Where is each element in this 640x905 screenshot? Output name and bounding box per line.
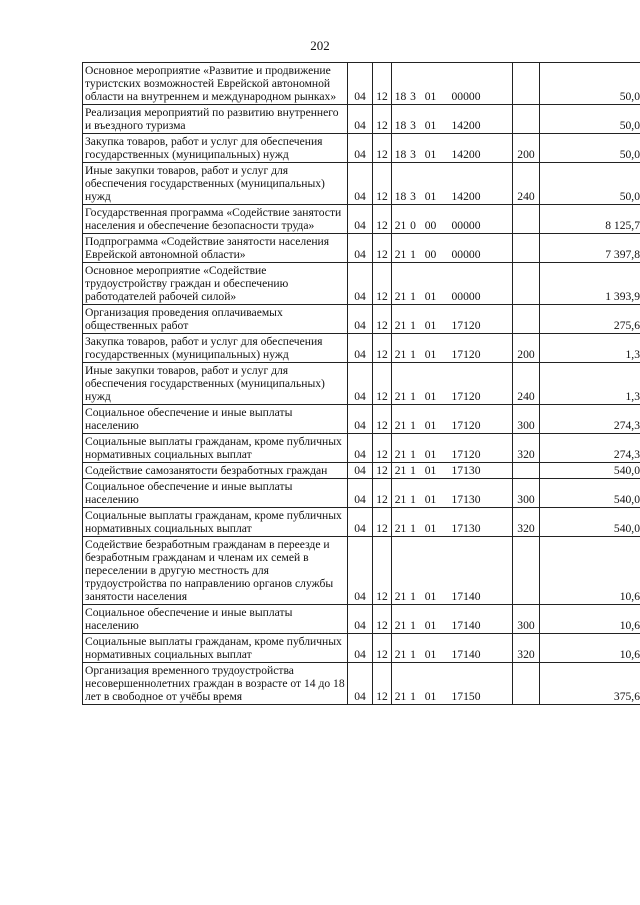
expense-type-code: 320: [513, 508, 540, 537]
section-code: 04: [348, 434, 373, 463]
table-row: [83, 434, 640, 463]
direction-code: 17120: [451, 419, 481, 432]
program-code: 18: [394, 119, 407, 132]
expense-type-code: [513, 105, 540, 134]
target-article-code: [392, 334, 513, 363]
subprogram-code: 1: [410, 619, 416, 632]
subsection-code: 12: [373, 537, 392, 605]
amount: 50,0: [540, 163, 640, 205]
section-code: 04: [348, 234, 373, 263]
subprogram-code: 1: [410, 319, 416, 332]
subsection-code: 12: [373, 305, 392, 334]
table-row: [83, 105, 640, 134]
amount: 375,6: [540, 663, 640, 705]
event-code: 01: [424, 493, 437, 506]
subsection-code: 12: [373, 463, 392, 479]
direction-code: 17120: [451, 448, 481, 461]
subsection-code: 12: [373, 605, 392, 634]
section-code: 04: [348, 405, 373, 434]
event-code: 01: [424, 464, 437, 477]
row-description: Закупка товаров, работ и услуг для обеспечения государственных (муниципальных) нужд: [83, 334, 348, 363]
page-number: 202: [310, 38, 330, 53]
subsection-code: 12: [373, 134, 392, 163]
event-code: 01: [424, 348, 437, 361]
section-code: 04: [348, 508, 373, 537]
subprogram-code: 1: [410, 464, 416, 477]
amount: 540,0: [540, 508, 640, 537]
table-row: [83, 134, 640, 163]
direction-code: 00000: [451, 219, 481, 232]
direction-code: 17130: [451, 464, 481, 477]
program-code: 21: [394, 464, 407, 477]
subsection-code: 12: [373, 663, 392, 705]
table-row: [83, 463, 640, 479]
direction-code: 00000: [451, 248, 481, 261]
target-article-code: [392, 305, 513, 334]
target-article-code: [392, 634, 513, 663]
row-description: Реализация мероприятий по развитию внутреннего и въездного туризма: [83, 105, 348, 134]
subprogram-code: 1: [410, 448, 416, 461]
expense-type-code: [513, 263, 540, 305]
target-article-code: [392, 463, 513, 479]
row-description: Иные закупки товаров, работ и услуг для обеспечения государственных (муниципальных) нужд: [83, 363, 348, 405]
row-description: Социальные выплаты гражданам, кроме публичных нормативных социальных выплат: [83, 634, 348, 663]
section-code: 04: [348, 63, 373, 105]
row-description: Государственная программа «Содействие занятости населения и обеспечение безопасности труда»: [83, 205, 348, 234]
table-row: [83, 508, 640, 537]
subsection-code: 12: [373, 634, 392, 663]
subprogram-code: 1: [410, 690, 416, 703]
section-code: 04: [348, 205, 373, 234]
table-row: [83, 234, 640, 263]
amount: 7 397,8: [540, 234, 640, 263]
amount: 1 393,9: [540, 263, 640, 305]
row-description: Социальные выплаты гражданам, кроме публичных нормативных социальных выплат: [83, 434, 348, 463]
program-code: 21: [394, 619, 407, 632]
subsection-code: 12: [373, 363, 392, 405]
table-row: [83, 405, 640, 434]
expense-type-code: [513, 234, 540, 263]
section-code: 04: [348, 263, 373, 305]
section-code: 04: [348, 163, 373, 205]
expense-type-code: [513, 205, 540, 234]
target-article-code: [392, 63, 513, 105]
amount: 275,6: [540, 305, 640, 334]
event-code: 00: [424, 248, 437, 261]
amount: 50,0: [540, 105, 640, 134]
table-row: [83, 479, 640, 508]
target-article-code: [392, 134, 513, 163]
amount: 10,6: [540, 537, 640, 605]
direction-code: 17140: [451, 648, 481, 661]
direction-code: 17150: [451, 690, 481, 703]
target-article-code: [392, 405, 513, 434]
event-code: 01: [424, 448, 437, 461]
expense-type-code: 200: [513, 134, 540, 163]
event-code: 01: [424, 619, 437, 632]
amount: 274,3: [540, 405, 640, 434]
row-description: Содействие самозанятости безработных граждан: [83, 463, 348, 479]
program-code: 21: [394, 590, 407, 603]
row-description: Подпрограмма «Содействие занятости населения Еврейской автономной области»: [83, 234, 348, 263]
program-code: 21: [394, 690, 407, 703]
event-code: 00: [424, 219, 437, 232]
table-row: [83, 663, 640, 705]
amount: 1,3: [540, 334, 640, 363]
section-code: 04: [348, 663, 373, 705]
event-code: 01: [424, 119, 437, 132]
amount: 1,3: [540, 363, 640, 405]
program-code: 21: [394, 348, 407, 361]
budget-table: [82, 62, 640, 705]
subsection-code: 12: [373, 334, 392, 363]
amount: 540,0: [540, 463, 640, 479]
event-code: 01: [424, 319, 437, 332]
event-code: 01: [424, 648, 437, 661]
program-code: 18: [394, 90, 407, 103]
amount: 10,6: [540, 605, 640, 634]
table-row: [83, 305, 640, 334]
row-description: Социальные выплаты гражданам, кроме публичных нормативных социальных выплат: [83, 508, 348, 537]
expense-type-code: 300: [513, 405, 540, 434]
target-article-code: [392, 205, 513, 234]
expense-type-code: [513, 537, 540, 605]
direction-code: 00000: [451, 290, 481, 303]
subprogram-code: 0: [410, 219, 416, 232]
subprogram-code: 1: [410, 248, 416, 261]
target-article-code: [392, 605, 513, 634]
subsection-code: 12: [373, 508, 392, 537]
expense-type-code: 200: [513, 334, 540, 363]
program-code: 21: [394, 248, 407, 261]
program-code: 21: [394, 319, 407, 332]
row-description: Социальное обеспечение и иные выплаты населению: [83, 479, 348, 508]
subsection-code: 12: [373, 263, 392, 305]
amount: 540,0: [540, 479, 640, 508]
amount: 50,0: [540, 134, 640, 163]
direction-code: 17120: [451, 319, 481, 332]
subprogram-code: 1: [410, 522, 416, 535]
row-description: Организация проведения оплачиваемых общественных работ: [83, 305, 348, 334]
event-code: 01: [424, 522, 437, 535]
subsection-code: 12: [373, 163, 392, 205]
section-code: 04: [348, 634, 373, 663]
table-row: [83, 63, 640, 105]
direction-code: 14200: [451, 190, 481, 203]
program-code: 18: [394, 190, 407, 203]
subprogram-code: 3: [410, 90, 416, 103]
section-code: 04: [348, 334, 373, 363]
section-code: 04: [348, 479, 373, 508]
event-code: 01: [424, 419, 437, 432]
event-code: 01: [424, 690, 437, 703]
budget-table-body: [83, 63, 640, 705]
subsection-code: 12: [373, 234, 392, 263]
target-article-code: [392, 663, 513, 705]
target-article-code: [392, 479, 513, 508]
target-article-code: [392, 263, 513, 305]
program-code: 21: [394, 448, 407, 461]
section-code: 04: [348, 463, 373, 479]
amount: 50,0: [540, 63, 640, 105]
expense-type-code: [513, 663, 540, 705]
row-description: Организация временного трудоустройства несовершеннолетних граждан в возрасте от 14 до 18 лет в свободное от учёбы время: [83, 663, 348, 705]
expense-type-code: 320: [513, 634, 540, 663]
event-code: 01: [424, 90, 437, 103]
program-code: 21: [394, 219, 407, 232]
program-code: 21: [394, 290, 407, 303]
table-row: [83, 537, 640, 605]
direction-code: 17140: [451, 590, 481, 603]
program-code: 21: [394, 493, 407, 506]
target-article-code: [392, 537, 513, 605]
direction-code: 17140: [451, 619, 481, 632]
subprogram-code: 3: [410, 148, 416, 161]
subsection-code: 12: [373, 434, 392, 463]
expense-type-code: 300: [513, 479, 540, 508]
expense-type-code: 320: [513, 434, 540, 463]
subprogram-code: 1: [410, 348, 416, 361]
expense-type-code: 300: [513, 605, 540, 634]
target-article-code: [392, 105, 513, 134]
row-description: Социальное обеспечение и иные выплаты населению: [83, 605, 348, 634]
target-article-code: [392, 163, 513, 205]
direction-code: 17120: [451, 348, 481, 361]
expense-type-code: [513, 463, 540, 479]
target-article-code: [392, 363, 513, 405]
direction-code: 00000: [451, 90, 481, 103]
event-code: 01: [424, 390, 437, 403]
direction-code: 17130: [451, 493, 481, 506]
table-row: [83, 634, 640, 663]
expense-type-code: 240: [513, 163, 540, 205]
subsection-code: 12: [373, 405, 392, 434]
event-code: 01: [424, 190, 437, 203]
row-description: Основное мероприятие «Содействие трудоустройству граждан и обеспечению работодателей рабочей силой»: [83, 263, 348, 305]
amount: 274,3: [540, 434, 640, 463]
row-description: Иные закупки товаров, работ и услуг для обеспечения государственных (муниципальных) нужд: [83, 163, 348, 205]
row-description: Основное мероприятие «Развитие и продвижение туристских возможностей Еврейской автономной области на внутреннем и международном рынках»: [83, 63, 348, 105]
row-description: Социальное обеспечение и иные выплаты населению: [83, 405, 348, 434]
table-row: [83, 163, 640, 205]
table-row: [83, 334, 640, 363]
subsection-code: 12: [373, 63, 392, 105]
target-article-code: [392, 434, 513, 463]
amount: 10,6: [540, 634, 640, 663]
program-code: 18: [394, 148, 407, 161]
subprogram-code: 1: [410, 390, 416, 403]
event-code: 01: [424, 290, 437, 303]
program-code: 21: [394, 522, 407, 535]
event-code: 01: [424, 148, 437, 161]
table-row: [83, 263, 640, 305]
subprogram-code: 3: [410, 119, 416, 132]
program-code: 21: [394, 390, 407, 403]
direction-code: 17130: [451, 522, 481, 535]
target-article-code: [392, 508, 513, 537]
target-article-code: [392, 234, 513, 263]
subsection-code: 12: [373, 205, 392, 234]
section-code: 04: [348, 537, 373, 605]
table-row: [83, 605, 640, 634]
direction-code: 17120: [451, 390, 481, 403]
subprogram-code: 1: [410, 290, 416, 303]
direction-code: 14200: [451, 148, 481, 161]
subprogram-code: 1: [410, 590, 416, 603]
table-row: [83, 205, 640, 234]
program-code: 21: [394, 419, 407, 432]
subprogram-code: 1: [410, 493, 416, 506]
event-code: 01: [424, 590, 437, 603]
subsection-code: 12: [373, 105, 392, 134]
expense-type-code: [513, 63, 540, 105]
subsection-code: 12: [373, 479, 392, 508]
section-code: 04: [348, 105, 373, 134]
subprogram-code: 1: [410, 419, 416, 432]
section-code: 04: [348, 605, 373, 634]
program-code: 21: [394, 648, 407, 661]
row-description: Закупка товаров, работ и услуг для обеспечения государственных (муниципальных) нужд: [83, 134, 348, 163]
amount: 8 125,7: [540, 205, 640, 234]
expense-type-code: 240: [513, 363, 540, 405]
row-description: Содействие безработным гражданам в переезде и безработным гражданам и членам их семей в переселении в другую местность для трудоустройства по направлению органов службы занятости населения: [83, 537, 348, 605]
section-code: 04: [348, 134, 373, 163]
section-code: 04: [348, 363, 373, 405]
subprogram-code: 1: [410, 648, 416, 661]
direction-code: 14200: [451, 119, 481, 132]
table-row: [83, 363, 640, 405]
expense-type-code: [513, 305, 540, 334]
subprogram-code: 3: [410, 190, 416, 203]
section-code: 04: [348, 305, 373, 334]
